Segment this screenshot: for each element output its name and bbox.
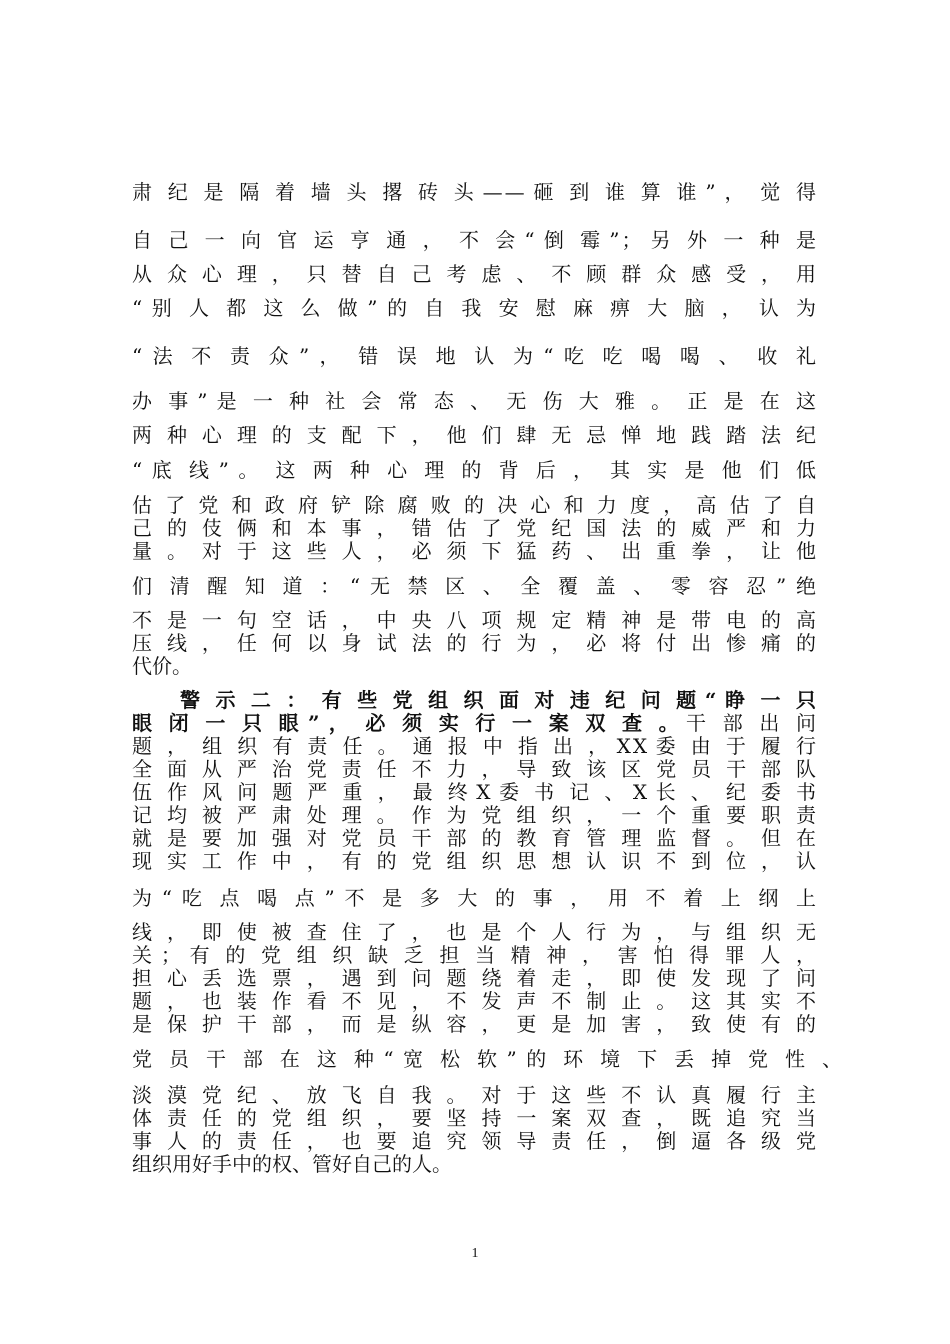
body-text-line: 担 心 丢 选 票 ， 遇 到 问 题 绕 着 走 ， 即 使 发 现 了 问 (132, 966, 816, 990)
body-text-line: 己 的 伎 俩 和 本 事 ， 错 估 了 党 纪 国 法 的 威 严 和 力 (132, 516, 816, 540)
body-text-line: 记 均 被 严 肃 处 理 。 作 为 党 组 织 ， 一 个 重 要 职 责 (132, 803, 816, 827)
body-text-line: 办 事 ” 是 一 种 社 会 常 态 、 无 伤 大 雅 。 正 是 在 这 (132, 389, 816, 413)
body-text-line: 现 实 工 作 中 ， 有 的 党 组 织 思 想 认 识 不 到 位 ， 认 (132, 849, 816, 873)
body-text-line: 两 种 心 理 的 支 配 下 ， 他 们 肆 无 忌 惮 地 践 踏 法 纪 (132, 423, 816, 447)
body-text-line: “ 底 线 ” 。 这 两 种 心 理 的 背 后 ， 其 实 是 他 们 低 (132, 458, 816, 482)
section-heading-line (132, 711, 816, 735)
body-text-line: 伍 作 风 问 题 严 重 ， 最 终 X 委 书 记 、 X 长 、 纪 委 书 (132, 780, 816, 804)
body-text-line: 不 是 一 句 空 话 ， 中 央 八 项 规 定 精 神 是 带 电 的 高 (132, 608, 816, 632)
body-text-line: 是 保 护 干 部 ， 而 是 纵 容 ， 更 是 加 害 ， 致 使 有 的 (132, 1012, 816, 1036)
body-text-line: 们 清 醒 知 道 ： “ 无 禁 区 、 全 覆 盖 、 零 容 忍 ” 绝 (132, 574, 816, 598)
body-text-line: 估 了 党 和 政 府 铲 除 腐 败 的 决 心 和 力 度 ， 高 估 了 自 (132, 493, 816, 517)
body-text-line: 线 ， 即 使 被 查 住 了 ， 也 是 个 人 行 为 ， 与 组 织 无 (132, 920, 816, 944)
section-heading: 警 示 二 ： 有 些 党 组 织 面 对 违 纪 问 题 “ 睁 一 只 (180, 688, 816, 712)
body-text-line: 组织用好手中的权、管好自己的人。 (132, 1152, 452, 1176)
body-text-line: 题 ， 组 织 有 责 任 。 通 报 中 指 出 ， X X 委 由 于 履 行 (132, 734, 816, 758)
section-heading-bold: 眼 闭 一 只 眼 ” ， 必 须 实 行 一 案 双 查 。 (132, 711, 687, 735)
body-text-line: 肃 纪 是 隔 着 墙 头 撂 砖 头 — — 砸 到 谁 算 谁 ” ， 觉 得 (132, 180, 816, 204)
body-text-line: 自 己 一 向 官 运 亨 通 ， 不 会 “ 倒 霉 ” ； 另 外 一 种 是 (132, 228, 816, 252)
body-text-line: 党 员 干 部 在 这 种 “ 宽 松 软 ” 的 环 境 下 丢 掉 党 性 、 (132, 1047, 842, 1071)
body-text-line: 全 面 从 严 治 党 责 任 不 力 ， 导 致 该 区 党 员 干 部 队 (132, 757, 816, 781)
body-text-span: 干 部 出 问 (686, 711, 817, 735)
body-text-line: 从 众 心 理 ， 只 替 自 己 考 虑 、 不 顾 群 众 感 受 ， 用 (132, 262, 816, 286)
body-text-line: 代价。 (132, 654, 192, 678)
body-text-line: 体 责 任 的 党 组 织 ， 要 坚 持 一 案 双 查 ， 既 追 究 当 (132, 1106, 816, 1130)
body-text-line: 关 ； 有 的 党 组 织 缺 乏 担 当 精 神 ， 害 怕 得 罪 人 ， (132, 943, 816, 967)
body-text-line: 题 ， 也 装 作 看 不 见 ， 不 发 声 不 制 止 。 这 其 实 不 (132, 989, 816, 1013)
body-text-line: “ 别 人 都 这 么 做 ” 的 自 我 安 慰 麻 痹 大 脑 ， 认 为 (132, 296, 816, 320)
page-number: 1 (471, 1246, 479, 1261)
body-text-line: “ 法 不 责 众 ” ， 错 误 地 认 为 “ 吃 吃 喝 喝 、 收 礼 (132, 344, 816, 368)
body-text-line: 事 人 的 责 任 ， 也 要 追 究 领 导 责 任 ， 倒 逼 各 级 党 (132, 1129, 816, 1153)
body-text-line: 淡 漠 党 纪 、 放 飞 自 我 。 对 于 这 些 不 认 真 履 行 主 (132, 1083, 816, 1107)
body-text-line: 量 。 对 于 这 些 人 ， 必 须 下 猛 药 、 出 重 拳 ， 让 他 (132, 539, 816, 563)
body-text-line: 压 线 ， 任 何 以 身 试 法 的 行 为 ， 必 将 付 出 惨 痛 的 (132, 631, 816, 655)
body-text-line: 就 是 要 加 强 对 党 员 干 部 的 教 育 管 理 监 督 。 但 在 (132, 826, 816, 850)
body-text-line: 为 “ 吃 点 喝 点 ” 不 是 多 大 的 事 ， 用 不 着 上 纲 上 (132, 886, 816, 910)
